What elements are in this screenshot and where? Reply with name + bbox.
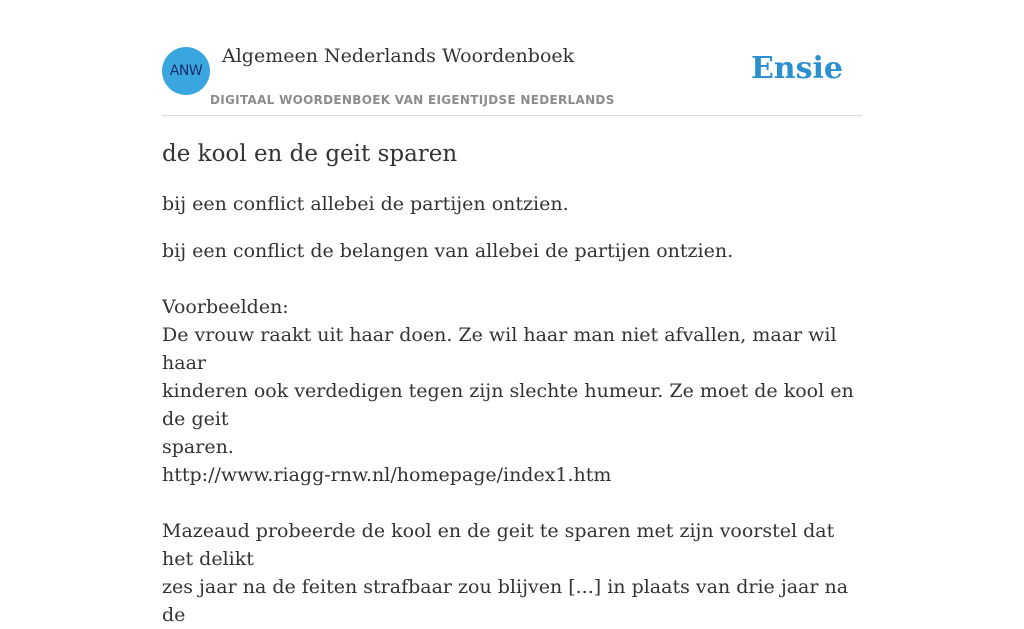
anw-logo[interactable] bbox=[162, 47, 210, 95]
logo-text: ANW bbox=[169, 63, 203, 79]
example-1-line-2: kinderen ook verdedigen tegen zijn slechte humeur. Ze moet de kool en de geit bbox=[162, 380, 854, 430]
example-1-line-3: sparen. bbox=[162, 436, 234, 458]
example-1-source: http://www.riagg-rnw.nl/homepage/index1.htm bbox=[162, 464, 612, 486]
examples-heading: Voorbeelden: bbox=[162, 296, 289, 318]
example-1-line-1: De vrouw raakt uit haar doen. Ze wil haar man niet afvallen, maar wil haar bbox=[162, 324, 837, 374]
definition-2: bij een conflict de belangen van allebei de partijen ontzien. bbox=[162, 240, 734, 262]
example-2-line-1: Mazeaud probeerde de kool en de geit te sparen met zijn voorstel dat het delikt bbox=[162, 520, 835, 570]
entry-title: de kool en de geit sparen bbox=[162, 141, 458, 167]
spacer bbox=[162, 265, 862, 293]
ensie-brand-link[interactable]: Ensie bbox=[750, 51, 843, 86]
site-subtitle: DIGITAAL WOORDENBOEK VAN EIGENTIJDSE NEDERLANDS bbox=[210, 93, 615, 107]
example-2-line-2: zes jaar na de feiten strafbaar zou blijven [...] in plaats van drie jaar na de bbox=[162, 576, 849, 626]
entry-content bbox=[162, 138, 862, 629]
site-header bbox=[162, 0, 862, 116]
spacer bbox=[162, 489, 862, 517]
site-title[interactable]: Algemeen Nederlands Woordenboek bbox=[222, 45, 575, 67]
definition-1: bij een conflict allebei de partijen ontzien. bbox=[162, 193, 569, 215]
